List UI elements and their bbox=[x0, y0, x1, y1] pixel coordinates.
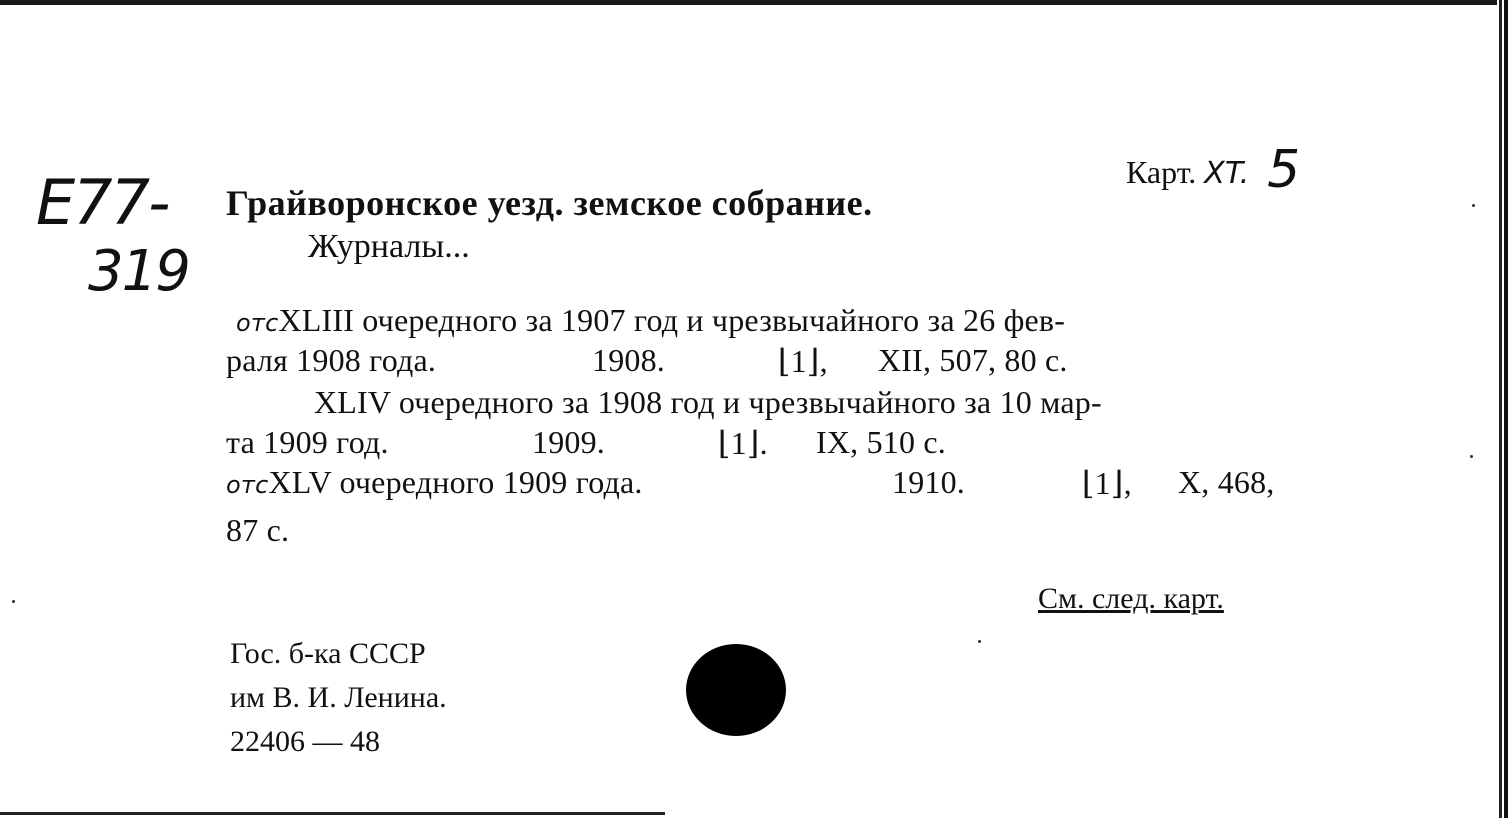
card-right-edge bbox=[1497, 0, 1508, 818]
entry-1-year: 1908. bbox=[592, 342, 665, 378]
entry-2-line-1: XLIV очередного за 1908 год и чрезвычайного за 10 мар- bbox=[314, 384, 1102, 420]
entry-2-cont: та 1909 год. bbox=[226, 424, 389, 460]
card-number-handwritten: XT. bbox=[1204, 156, 1250, 191]
entry-3-text: XLV очередного 1909 года. bbox=[268, 464, 643, 500]
card-subheading: Журналы... bbox=[308, 228, 470, 265]
entry-1-volume: ⌊1⌋, bbox=[778, 343, 828, 379]
entry-2-year: 1909. bbox=[532, 424, 605, 460]
entry-3-year: 1910. bbox=[892, 464, 965, 500]
library-line-1: Гос. б-ка СССР bbox=[230, 637, 426, 670]
entry-2-volume: ⌊1⌋. bbox=[718, 425, 768, 461]
scan-speck bbox=[1472, 204, 1475, 207]
entry-1-line-1 bbox=[236, 302, 1065, 339]
entry-2-line-2 bbox=[226, 424, 1126, 461]
card-top-edge bbox=[0, 0, 1508, 5]
entry-3-mark: отс bbox=[226, 471, 269, 499]
punch-hole bbox=[686, 644, 786, 736]
entry-3-line-1 bbox=[226, 464, 1288, 501]
entry-3-cont: 87 с. bbox=[226, 512, 290, 548]
see-next-card: См. след. карт. bbox=[1038, 582, 1224, 615]
entry-3-volume: ⌊1⌋, bbox=[1082, 465, 1132, 501]
entry-1-mark: отс bbox=[236, 309, 279, 337]
card-bottom-edge bbox=[0, 812, 665, 815]
card-number bbox=[1126, 136, 1301, 200]
card-heading: Грайворонское уезд. земское собрание. bbox=[226, 183, 873, 223]
card-number-label: Карт. bbox=[1126, 154, 1197, 190]
call-number-line1: E77- bbox=[36, 166, 169, 239]
entry-1-cont: раля 1908 года. bbox=[226, 342, 437, 378]
entry-1-line-2 bbox=[226, 342, 1286, 379]
entry-2-pages: IX, 510 с. bbox=[816, 424, 946, 460]
library-imprint bbox=[230, 632, 447, 764]
entry-1-text: XLIII очередного за 1907 год и чрезвычайного за 26 фев- bbox=[278, 302, 1066, 338]
entry-3-pages: X, 468, bbox=[1178, 464, 1275, 500]
card-number-value: 5 bbox=[1267, 140, 1301, 200]
scan-speck bbox=[12, 600, 15, 603]
entry-1-pages: XII, 507, 80 с. bbox=[878, 342, 1068, 378]
library-line-3: 22406 — 48 bbox=[230, 725, 380, 758]
scan-speck bbox=[978, 640, 981, 643]
scan-speck bbox=[1470, 455, 1473, 458]
call-number-line2: 319 bbox=[88, 239, 189, 304]
library-line-2: им В. И. Ленина. bbox=[230, 681, 447, 714]
